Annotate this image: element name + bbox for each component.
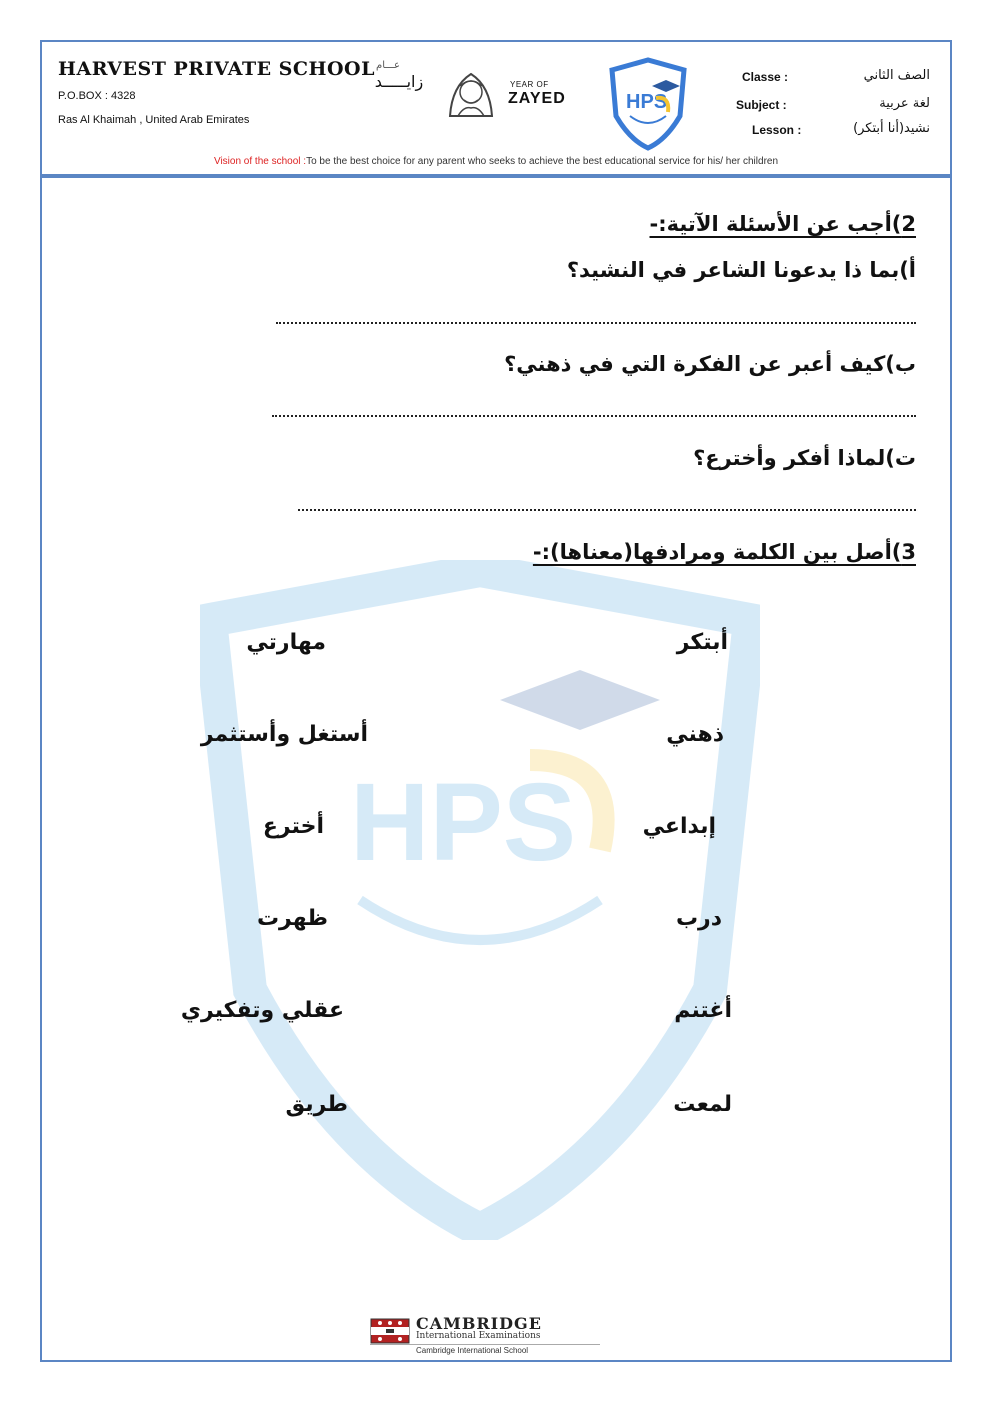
school-vision: [0, 156, 992, 167]
subject-value: لغة عربية: [879, 96, 930, 111]
meaning-item[interactable]: مهارتي: [246, 630, 326, 655]
cambridge-subtitle: International Examinations: [416, 1331, 541, 1341]
meaning-item[interactable]: طريق: [285, 1092, 348, 1117]
lesson-value: نشيد(أنا أبتكر): [853, 121, 930, 136]
word-item[interactable]: لمعت: [673, 1092, 732, 1117]
cambridge-title: CAMBRIDGE: [416, 1314, 542, 1333]
zayed-ar: زايـــــد: [374, 72, 424, 91]
svg-text:HPS: HPS: [350, 761, 577, 884]
zayed-en: ZAYED: [508, 90, 566, 107]
cambridge-divider: [370, 1344, 600, 1345]
class-label: Classe :: [742, 70, 789, 84]
hps-watermark: [200, 560, 760, 1240]
answer-line-b[interactable]: [272, 413, 916, 417]
meaning-item[interactable]: ظهرت: [256, 906, 328, 931]
question-a: أ)بما ذا يدعونا الشاعر في النشيد؟: [566, 258, 916, 282]
hps-logo-text: HPS: [626, 91, 668, 113]
answer-line-c[interactable]: [298, 507, 916, 511]
lesson-label: Lesson :: [752, 123, 802, 137]
word-item[interactable]: درب: [675, 906, 722, 931]
section-2-title: 2)أجب عن الأسئلة الآتية:-: [649, 212, 916, 236]
year-of-zayed-logo: [364, 62, 576, 118]
word-item[interactable]: أبتكر: [676, 630, 728, 655]
header-divider: [42, 174, 950, 178]
school-pobox: P.O.BOX : 4328: [58, 90, 136, 102]
meaning-item[interactable]: أخترع: [262, 814, 324, 839]
word-item[interactable]: ذهني: [666, 722, 724, 747]
vision-label: Vision of the school :: [213, 156, 307, 167]
section-3-title: 3)أصل بين الكلمة ومرادفها(معناها):-: [532, 540, 916, 564]
class-value: الصف الثاني: [863, 68, 930, 83]
word-item[interactable]: أغتنم: [674, 998, 732, 1023]
meaning-item[interactable]: أستغل وأستثمر: [200, 722, 368, 747]
question-c: ت)لماذا أفكر وأخترع؟: [693, 446, 916, 470]
word-item[interactable]: إبداعي: [642, 814, 716, 839]
school-name: HARVEST PRIVATE SCHOOL: [58, 58, 375, 80]
zayed-ar-small: عـــام: [376, 60, 400, 71]
zayed-en-small: YEAR OF: [510, 80, 549, 89]
meaning-item[interactable]: عقلي وتفكيري: [180, 998, 344, 1023]
vision-text: To be the best choice for any parent who seeks to achieve the best educational service for his/ her children: [306, 156, 779, 167]
school-address: Ras Al Khaimah , United Arab Emirates: [58, 114, 250, 126]
portrait-icon: [442, 66, 500, 118]
cambridge-logo: [370, 1316, 610, 1356]
answer-line-a[interactable]: [276, 320, 916, 324]
cambridge-school: Cambridge International School: [416, 1346, 529, 1355]
subject-label: Subject :: [736, 98, 787, 112]
hps-shield-logo: [606, 56, 690, 152]
cambridge-shield-icon: [370, 1318, 410, 1344]
question-b: ب)كيف أعبر عن الفكرة التي في ذهني؟: [504, 352, 916, 376]
